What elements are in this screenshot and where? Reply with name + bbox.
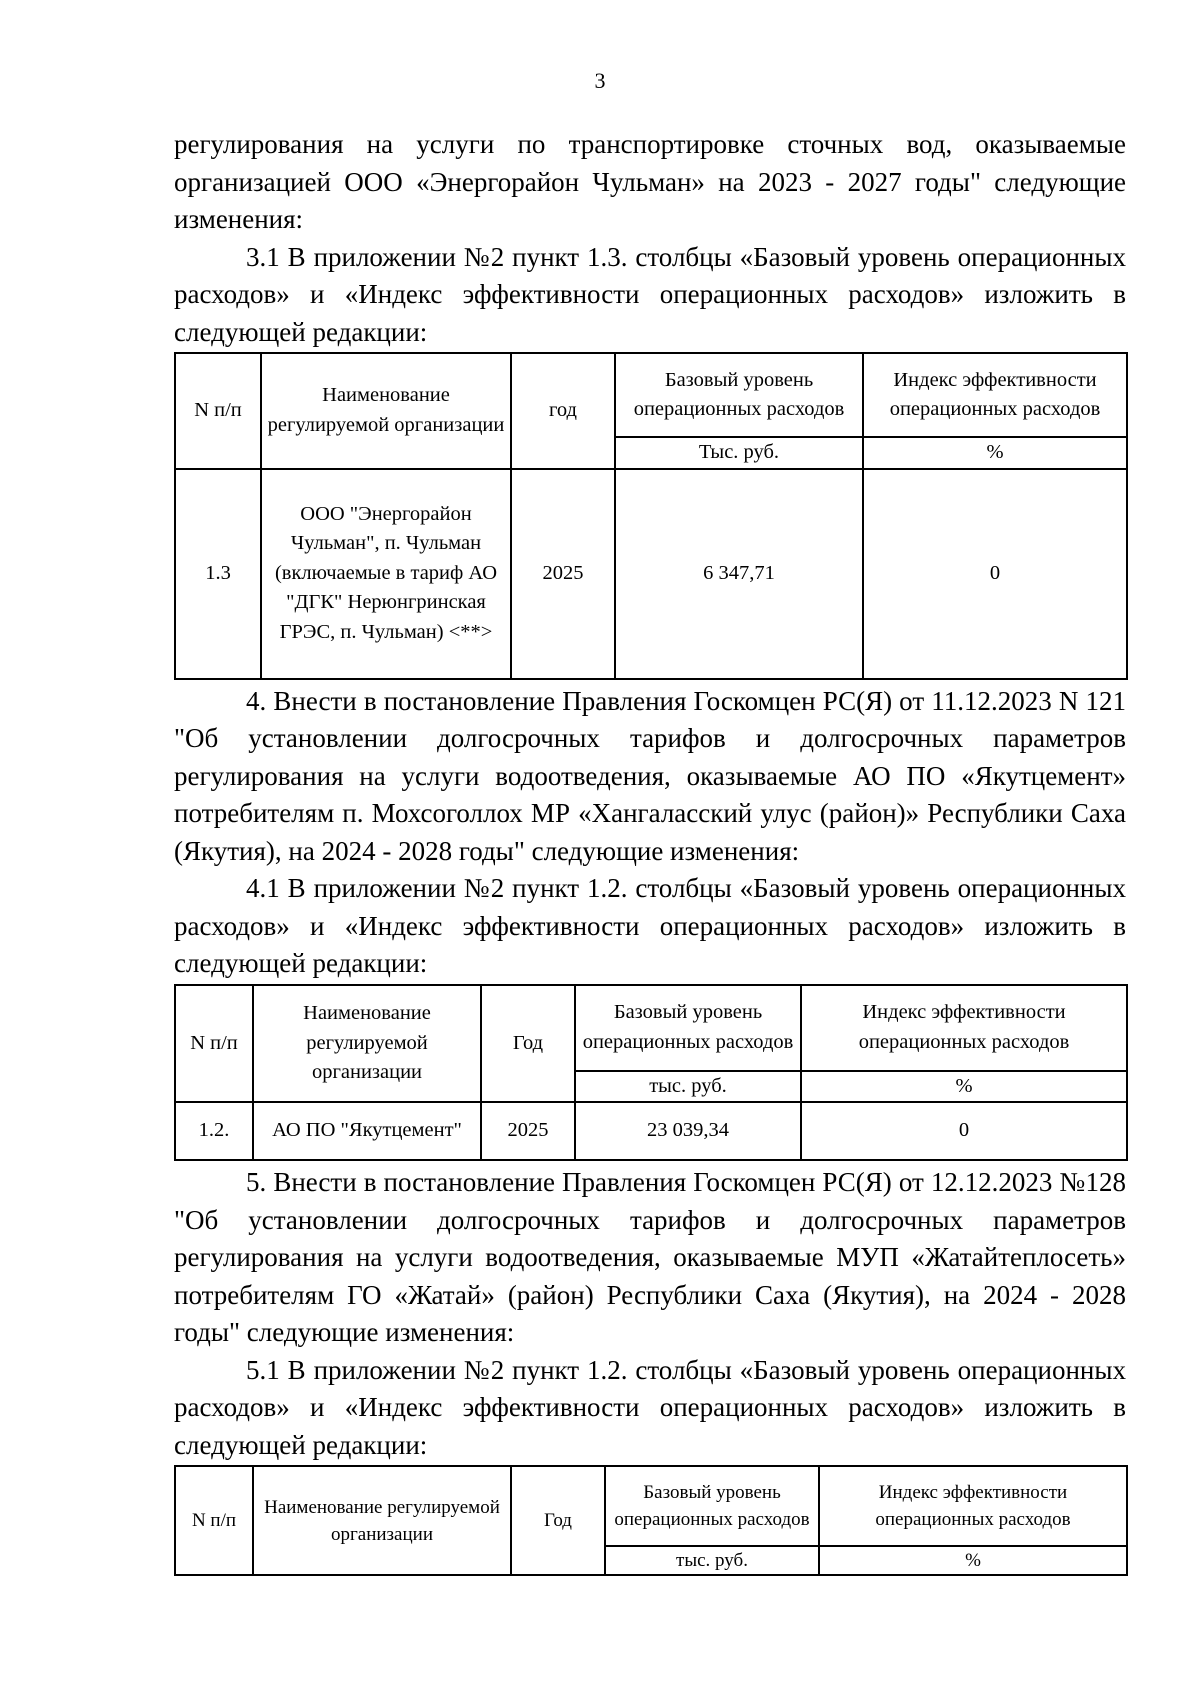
document-body <box>174 126 1126 1576</box>
row-base-value: 23 039,34 <box>575 1102 801 1160</box>
paragraph-5-1: 5.1 В приложении №2 пункт 1.2. столбцы «Базовый уровень операционных расходов» и «Индекс эффективности операционных расходов» изложить в следующей редакции: <box>174 1354 1126 1460</box>
header-efficiency-index: Индекс эффективности операционных расходов <box>801 985 1127 1071</box>
paragraph-3-continuation: регулирования на услуги по транспортировке сточных вод, оказываемые организацией ООО «Энергорайон Чульман» на 2023 - 2027 годы" следующие изменения: <box>174 129 1126 234</box>
row-org-name: ООО "Энергорайон Чульман", п. Чульман (включаемые в тариф АО "ДГК" Нерюнгринская ГРЭС, п. Чульман) <**> <box>261 469 511 679</box>
paragraph-4-1: 4.1 В приложении №2 пункт 1.2. столбцы «Базовый уровень операционных расходов» и «Индекс эффективности операционных расходов» изложить в следующей редакции: <box>174 873 1126 978</box>
header-index-unit: % <box>801 1071 1127 1103</box>
table-item-1-3 <box>174 352 1128 680</box>
header-base-level: Базовый уровень операционных расходов <box>615 353 863 437</box>
header-index-unit: % <box>819 1546 1127 1575</box>
row-num: 1.2. <box>175 1102 253 1160</box>
header-efficiency-index: Индекс эффективности операционных расходов <box>819 1466 1127 1546</box>
header-year: Год <box>481 985 575 1103</box>
header-base-unit: тыс. руб. <box>575 1071 801 1103</box>
header-num: N п/п <box>175 985 253 1103</box>
row-org-name: АО ПО "Якутцемент" <box>253 1102 481 1160</box>
row-base-value: 6 347,71 <box>615 469 863 679</box>
header-base-unit: тыс. руб. <box>605 1546 819 1575</box>
header-num: N п/п <box>175 1466 253 1575</box>
table-item-1-2-zhatai <box>174 1465 1128 1576</box>
row-index-value: 0 <box>801 1102 1127 1160</box>
header-base-level: Базовый уровень операционных расходов <box>575 985 801 1071</box>
header-year: год <box>511 353 615 469</box>
row-index-value: 0 <box>863 469 1127 679</box>
table-row <box>175 1102 1127 1160</box>
header-base-level: Базовый уровень операционных расходов <box>605 1466 819 1546</box>
header-index-unit: % <box>863 437 1127 469</box>
header-year: Год <box>511 1466 605 1575</box>
header-base-unit: Тыс. руб. <box>615 437 863 469</box>
header-efficiency-index: Индекс эффективности операционных расходов <box>863 353 1127 437</box>
header-org-name: Наименование регулируемой организации <box>253 1466 511 1575</box>
row-year: 2025 <box>511 469 615 679</box>
paragraph-5: 5. Внести в постановление Правления Госкомцен РС(Я) от 12.12.2023 №128 "Об установлении долгосрочных тарифов и долгосрочных параметров регулирования на услуги водоотведения, оказываемые МУП «Жатайтеплосеть» потребителям ГО «Жатай» (район) Республики Саха (Якутия), на 2024 - 2028 годы" следующие изменения: <box>174 1167 1126 1347</box>
table-item-1-2-yakutcement <box>174 984 1128 1162</box>
paragraph-4: 4. Внести в постановление Правления Госкомцен РС(Я) от 11.12.2023 N 121 "Об установлении долгосрочных тарифов и долгосрочных параметров регулирования на услуги водоотведения, оказываемые АО ПО «Якутцемент» потребителям п. Мохсоголлох МР «Хангаласский улус (район)» Республики Саха (Якутия), на 2024 - 2028 годы" следующие изменения: <box>174 685 1126 866</box>
table-row <box>175 469 1127 679</box>
page-number: 3 <box>594 68 606 93</box>
row-num: 1.3 <box>175 469 261 679</box>
paragraph-3-1: 3.1 В приложении №2 пункт 1.3. столбцы «Базовый уровень операционных расходов» и «Индекс эффективности операционных расходов» изложить в следующей редакции: <box>174 241 1126 347</box>
header-org-name: Наименование регулируемой организации <box>261 353 511 469</box>
header-num: N п/п <box>175 353 261 469</box>
header-org-name: Наименование регулируемой организации <box>253 985 481 1103</box>
row-year: 2025 <box>481 1102 575 1160</box>
